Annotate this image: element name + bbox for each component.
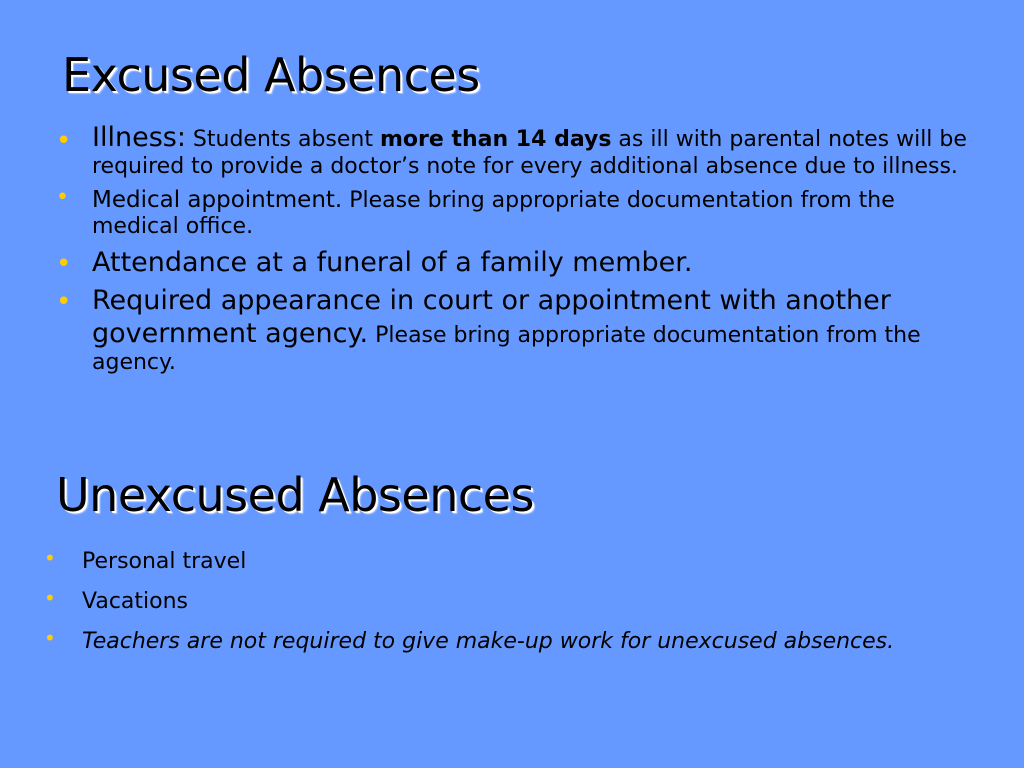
bullet-icon: • — [56, 184, 69, 210]
illness-bold: more than 14 days — [379, 127, 612, 152]
personal-travel-text: Personal travel — [82, 549, 247, 574]
court-post: Please bring appropriate documentation from the agency. — [92, 322, 921, 375]
medical-lead: Medical appointment. — [92, 186, 343, 213]
bullet-icon: • — [44, 585, 56, 610]
illness-lead: Illness: — [92, 122, 186, 153]
bullet-icon: • — [44, 625, 56, 650]
excused-list — [56, 122, 976, 382]
court-lead: Required appearance in court or appointment with another government agency. — [92, 285, 891, 349]
list-item-teachers-note — [44, 626, 924, 658]
funeral-lead: Attendance at a funeral of a family member. — [92, 246, 693, 278]
bullet-icon: • — [44, 546, 56, 570]
bullet-icon: • — [56, 248, 72, 279]
vacations-text: Vacations — [82, 588, 189, 614]
unexcused-list — [44, 546, 924, 666]
list-item-vacations — [44, 586, 924, 618]
list-item-personal-travel — [44, 546, 924, 578]
list-item-court — [56, 285, 976, 376]
bullet-icon: • — [56, 126, 72, 156]
list-item-funeral — [56, 247, 976, 279]
excused-absences-title: Excused Absences — [62, 48, 480, 102]
illness-post: as ill with parental notes will be required to provide a doctor’s note for every additional absence due to illness. — [92, 127, 967, 180]
bullet-icon: • — [56, 287, 72, 318]
unexcused-absences-title: Unexcused Absences — [56, 468, 534, 522]
list-item-medical — [56, 184, 976, 241]
teachers-note-text: Teachers are not required to give make-up work for unexcused absences. — [82, 628, 895, 654]
list-item-illness — [56, 122, 976, 181]
medical-post: Please bring appropriate documentation from the medical office. — [92, 187, 895, 240]
illness-pre: Students absent — [185, 127, 380, 152]
